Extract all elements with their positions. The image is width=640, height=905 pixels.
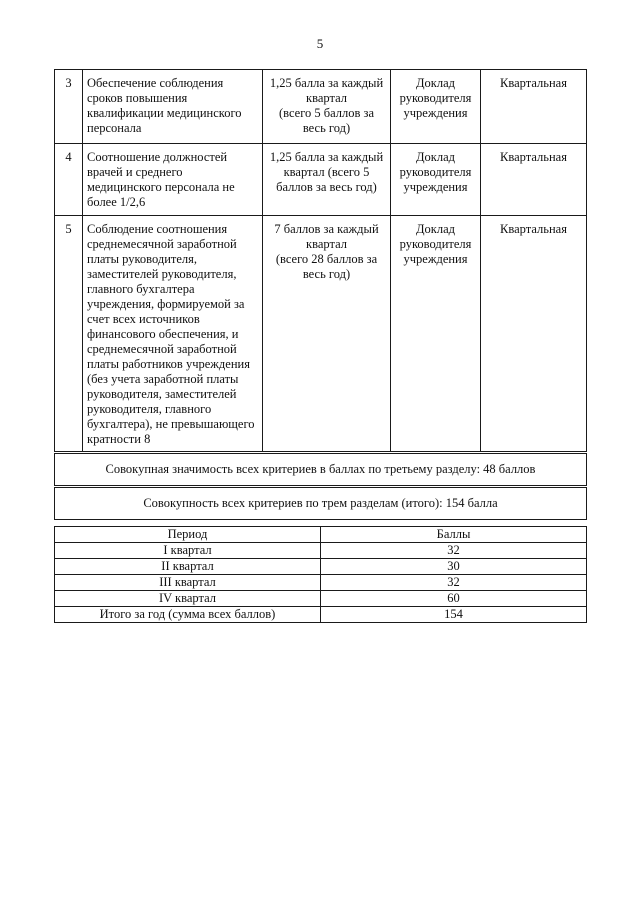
row-number: 5	[55, 216, 83, 453]
period-cell: II квартал	[55, 559, 321, 575]
table-row	[55, 216, 587, 453]
points-by-period-table	[54, 526, 587, 623]
total-summary-text: Совокупность всех критериев по трем разделам (итого): 154 балла	[55, 487, 587, 520]
section-summary-text: Совокупная значимость всех критериев в баллах по третьему разделу: 48 баллов	[55, 453, 587, 487]
points-text: 7 баллов за каждый квартал (всего 28 баллов за весь год)	[263, 216, 391, 453]
criteria-table	[54, 69, 587, 520]
criterion-text: Обеспечение соблюдения сроков повышения квалификации медицинского персонала	[83, 70, 263, 144]
period-cell: IV квартал	[55, 591, 321, 607]
row-number: 4	[55, 144, 83, 216]
points-cell: 30	[321, 559, 587, 575]
criterion-text: Соблюдение соотношения среднемесячной заработной платы руководителя, заместителей руководителя, главного бухгалтера учреждения, формируемой за счет всех источников финансового обеспечения, и среднемесячной заработной платы работников учреждения (без учета заработной платы руководителя, заместителей руководителя, главного бухгалтера), не превышающего кратности 8	[83, 216, 263, 453]
points-text: 1,25 балла за каждый квартал (всего 5 баллов за весь год)	[263, 70, 391, 144]
table-row	[55, 70, 587, 144]
table-header-row	[55, 527, 587, 543]
points-cell: 60	[321, 591, 587, 607]
period-cell: III квартал	[55, 575, 321, 591]
column-header-period: Период	[55, 527, 321, 543]
points-cell: 32	[321, 575, 587, 591]
source-text: Доклад руководителя учреждения	[391, 216, 481, 453]
table-row-total	[55, 607, 587, 623]
table-row	[55, 144, 587, 216]
table-row	[55, 591, 587, 607]
period-cell: Итого за год (сумма всех баллов)	[55, 607, 321, 623]
periodicity-text: Квартальная	[481, 144, 587, 216]
table-row	[55, 559, 587, 575]
total-summary-row	[55, 487, 587, 520]
table-row	[55, 575, 587, 591]
criterion-text: Соотношение должностей врачей и среднего медицинского персонала не более 1/2,6	[83, 144, 263, 216]
points-cell: 154	[321, 607, 587, 623]
source-text: Доклад руководителя учреждения	[391, 144, 481, 216]
row-number: 3	[55, 70, 83, 144]
periodicity-text: Квартальная	[481, 216, 587, 453]
periodicity-text: Квартальная	[481, 70, 587, 144]
column-header-points: Баллы	[321, 527, 587, 543]
period-cell: I квартал	[55, 543, 321, 559]
page-number: 5	[316, 36, 324, 51]
source-text: Доклад руководителя учреждения	[391, 70, 481, 144]
points-cell: 32	[321, 543, 587, 559]
table-row	[55, 543, 587, 559]
section-summary-row	[55, 453, 587, 487]
points-text: 1,25 балла за каждый квартал (всего 5 баллов за весь год)	[263, 144, 391, 216]
